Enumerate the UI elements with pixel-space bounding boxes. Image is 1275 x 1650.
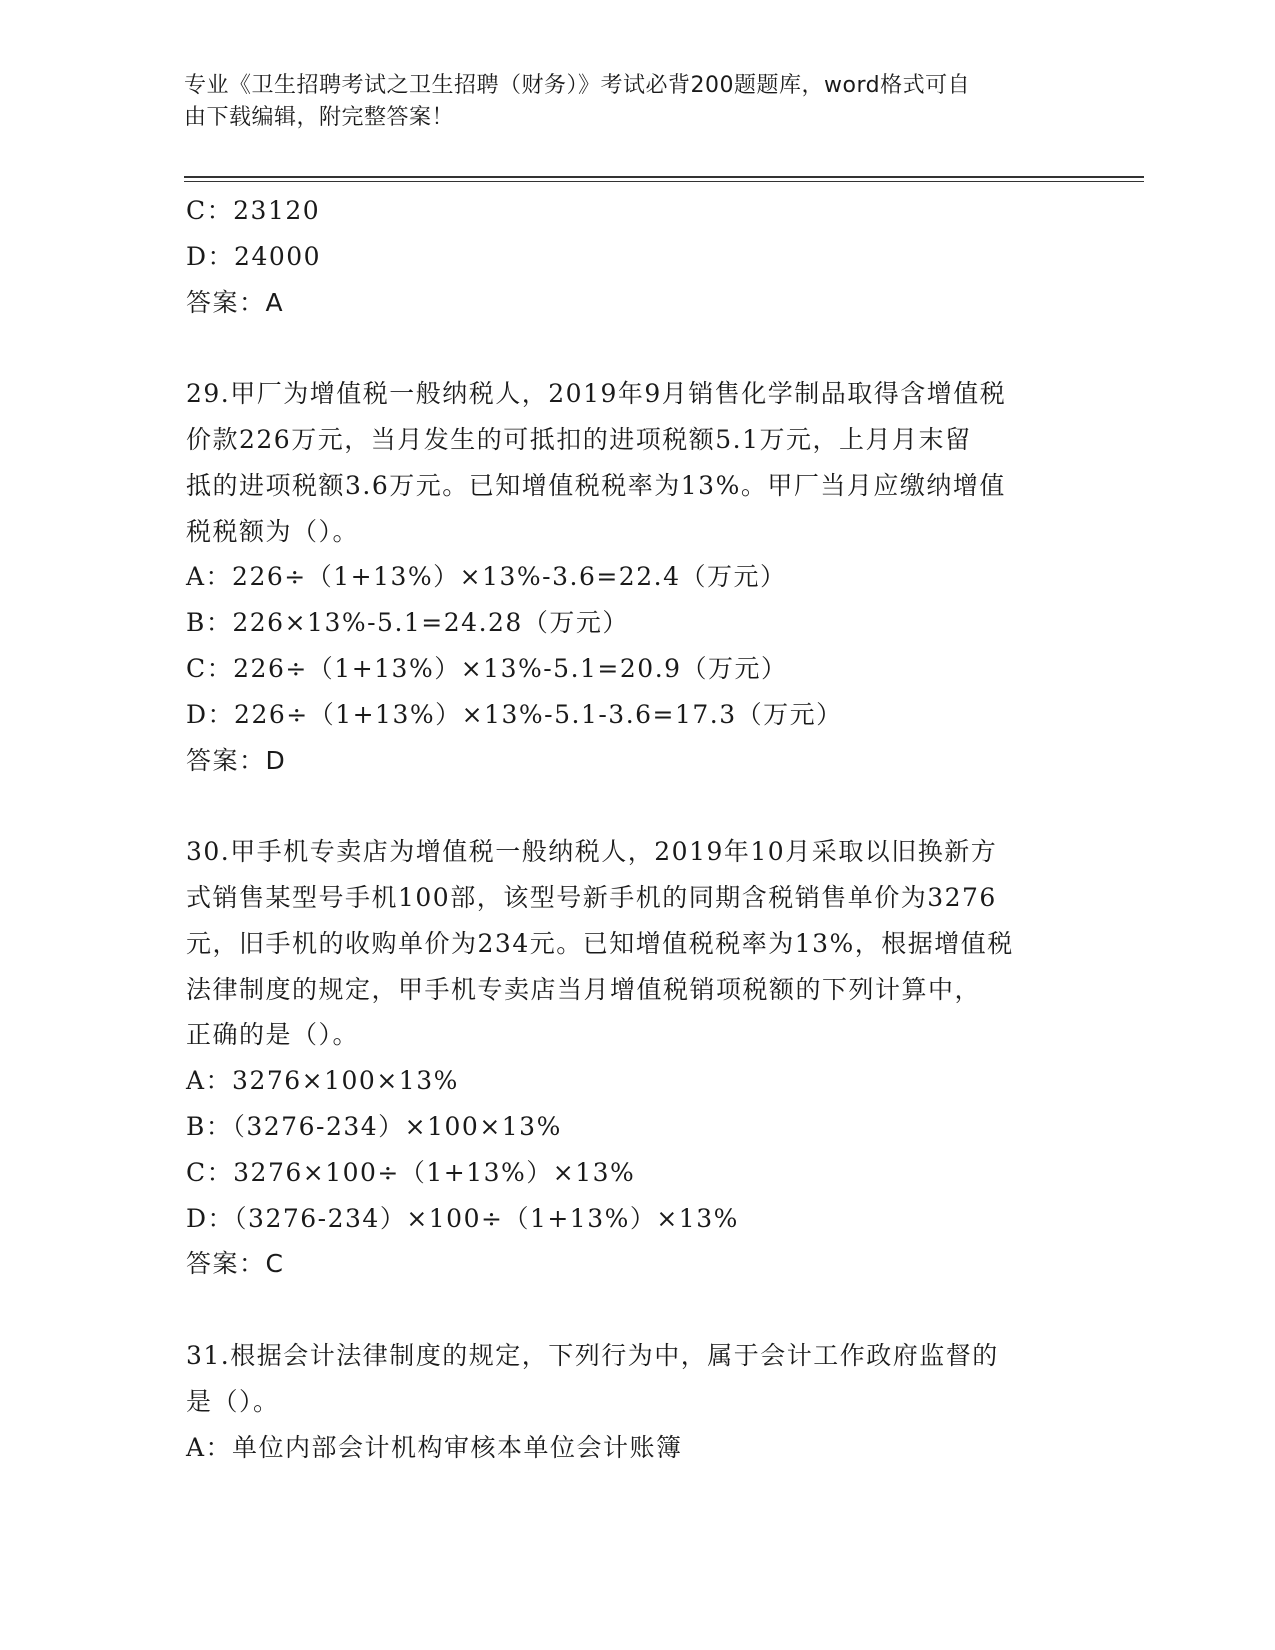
option-d: D：226÷（1+13%）×13%-5.1-3.6=17.3（万元）: [186, 699, 843, 729]
question-text-line: 税税额为（）。: [186, 516, 360, 546]
previous-question-tail: [186, 188, 1086, 325]
option-c: C：3276×100÷（1+13%）×13%: [186, 1157, 636, 1187]
answer-line: 答案：D: [186, 745, 287, 775]
option-c: C：23120: [186, 196, 321, 225]
question-text-line: 元，旧手机的收购单价为234元。已知增值税税率为13%，根据增值税: [186, 928, 1014, 958]
option-a: A：3276×100×13%: [186, 1066, 459, 1096]
answer-line: 答案：C: [186, 1249, 285, 1279]
question-text-line: 正确的是（）。: [186, 1020, 360, 1050]
option-d: D：24000: [186, 241, 322, 271]
question-text-line: 价款226万元，当月发生的可抵扣的进项税额5.1万元，上月月末留: [186, 424, 972, 454]
answer-line: 答案：A: [186, 287, 285, 317]
option-b: B：226×13%-5.1=24.28（万元）: [186, 608, 629, 638]
document-header: [184, 70, 1084, 134]
header-line-2: 由下载编辑，附完整答案！: [184, 105, 455, 130]
option-a: A：单位内部会计机构审核本单位会计账簿: [186, 1432, 683, 1462]
header-line-1: 专业《卫生招聘考试之卫生招聘（财务）》考试必背200题题库，word格式可自: [184, 73, 971, 98]
option-d: D：（3276-234）×100÷（1+13%）×13%: [186, 1203, 739, 1233]
question-text-line: 法律制度的规定，甲手机专卖店当月增值税销项税额的下列计算中，: [186, 974, 982, 1004]
option-b: B：（3276-234）×100×13%: [186, 1111, 562, 1141]
question-29: [186, 371, 1086, 783]
spacer: [186, 325, 1086, 371]
question-text-line: 式销售某型号手机100部，该型号新手机的同期含税销售单价为3276: [186, 882, 997, 912]
question-text-line: 31.根据会计法律制度的规定，下列行为中，属于会计工作政府监督的: [186, 1340, 999, 1370]
question-text-line: 29.甲厂为增值税一般纳税人，2019年9月销售化学制品取得含增值税: [186, 379, 1007, 409]
document-body: [186, 188, 1086, 1470]
question-text-line: 抵的进项税额3.6万元。已知增值税税率为13%。甲厂当月应缴纳增值: [186, 470, 1006, 500]
header-rule-thin: [184, 181, 1144, 182]
question-text-line: 是（）。: [186, 1386, 280, 1416]
option-a: A：226÷（1+13%）×13%-3.6=22.4（万元）: [186, 562, 787, 592]
question-30: [186, 829, 1086, 1287]
header-rule-thick: [184, 176, 1144, 178]
option-c: C：226÷（1+13%）×13%-5.1=20.9（万元）: [186, 653, 788, 683]
spacer: [186, 783, 1086, 829]
question-31: [186, 1333, 1086, 1470]
spacer: [186, 1287, 1086, 1333]
question-text-line: 30.甲手机专卖店为增值税一般纳税人，2019年10月采取以旧换新方: [186, 837, 998, 867]
